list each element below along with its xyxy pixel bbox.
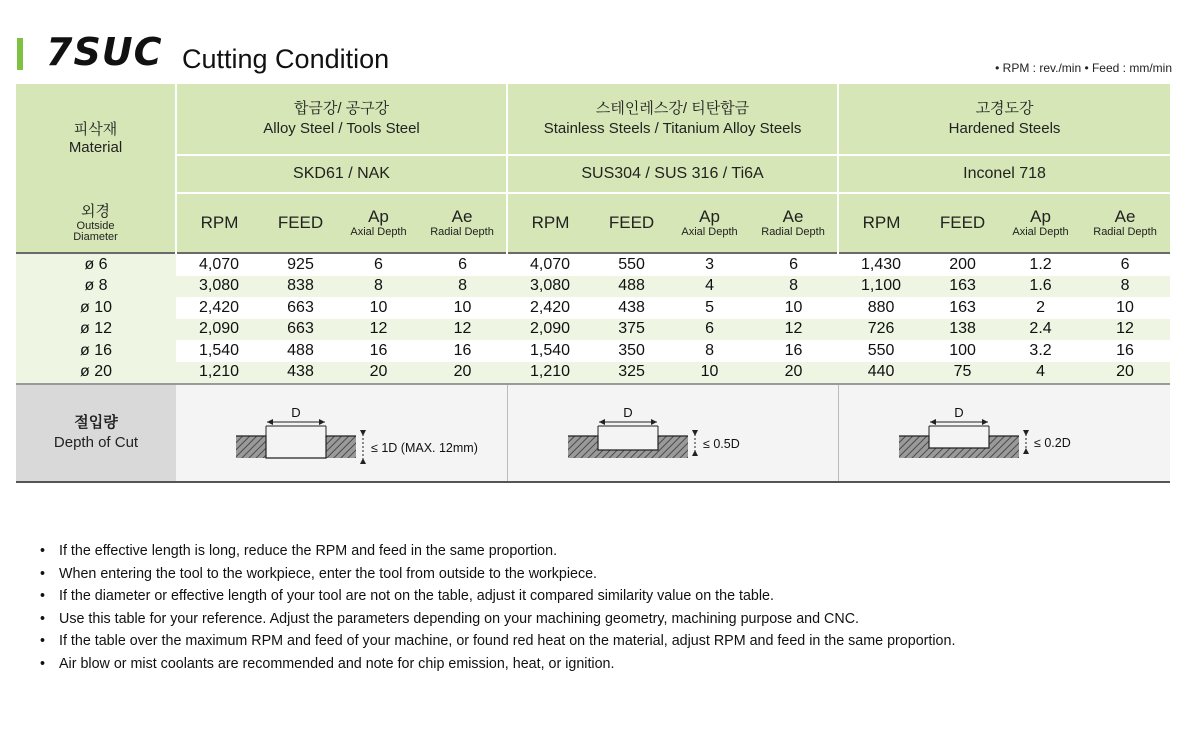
workpiece xyxy=(236,436,356,458)
rpm-cell: 4,070 xyxy=(507,253,593,276)
subheader-cell xyxy=(1001,193,1080,253)
bullet-icon: • xyxy=(40,543,46,559)
feed-cell: 488 xyxy=(262,340,339,362)
feed-cell: 550 xyxy=(593,253,670,276)
rpm-cell: 3,080 xyxy=(507,276,593,298)
table-row xyxy=(16,297,1170,319)
outside-diameter-cell: ø 20 xyxy=(16,362,176,385)
group-name-ko: 합금강/ 공구강 xyxy=(293,100,390,117)
tool-outline xyxy=(929,426,989,448)
ae-cell: 6 xyxy=(418,253,507,276)
depth-dimension xyxy=(360,430,366,464)
ap-cell: 6 xyxy=(670,319,749,341)
ap-desc: Axial Depth xyxy=(1012,225,1069,238)
ap-cell: 1.2 xyxy=(1001,253,1080,276)
rpm-cell: 2,090 xyxy=(176,319,262,341)
feed-header: FEED xyxy=(608,213,655,232)
outside-diameter-cell: ø 10 xyxy=(16,297,176,319)
group-name-ko: 고경도강 xyxy=(975,100,1034,117)
grade-alloy: SKD61 / NAK xyxy=(176,155,507,193)
rpm-cell: 550 xyxy=(838,340,924,362)
ae-cell: 12 xyxy=(1080,319,1170,341)
ap-cell: 5 xyxy=(670,297,749,319)
tool-outline xyxy=(266,426,326,458)
group-header-stainless xyxy=(507,84,838,155)
outside-diameter-cell: ø 12 xyxy=(16,319,176,341)
ae-cell: 16 xyxy=(749,340,838,362)
feed-cell: 488 xyxy=(593,276,670,298)
ap-cell: 2 xyxy=(1001,297,1080,319)
notes-list xyxy=(40,540,955,675)
feed-cell: 200 xyxy=(924,253,1001,276)
note-item xyxy=(40,563,955,586)
ae-header: Ae xyxy=(1114,206,1136,226)
subheader-cell xyxy=(593,193,670,253)
cutting-condition-table xyxy=(16,84,1170,483)
ap-cell: 3.2 xyxy=(1001,340,1080,362)
ae-cell: 20 xyxy=(418,362,507,385)
group-name-en: Alloy Steel / Tools Steel xyxy=(263,120,420,137)
diameter-label: D xyxy=(954,405,964,420)
group-name-en: Stainless Steels / Titanium Alloy Steels xyxy=(543,120,802,137)
table-row xyxy=(16,253,1170,276)
ae-cell: 6 xyxy=(1080,253,1170,276)
table-row xyxy=(16,340,1170,362)
depth-limit-label: ≤ 0.5D xyxy=(702,437,740,451)
grade-hardened: Inconel 718 xyxy=(838,155,1170,193)
note-text: If the table over the maximum RPM and feed of your machine, or found red heat on the material, adjust RPM and feed in the same proportion. xyxy=(59,633,956,649)
ap-cell: 4 xyxy=(670,276,749,298)
subheader-cell xyxy=(418,193,507,253)
rpm-cell: 726 xyxy=(838,319,924,341)
ae-cell: 12 xyxy=(749,319,838,341)
feed-cell: 438 xyxy=(593,297,670,319)
depth-diagram-cell xyxy=(838,384,1170,482)
ap-header: Ap xyxy=(699,206,720,226)
feed-cell: 663 xyxy=(262,319,339,341)
feed-cell: 375 xyxy=(593,319,670,341)
units-note: • RPM : rev./min • Feed : mm/min xyxy=(995,61,1172,75)
depth-diagram-cell xyxy=(507,384,838,482)
tool-outline xyxy=(598,426,658,450)
rpm-cell: 1,430 xyxy=(838,253,924,276)
ap-cell: 6 xyxy=(339,253,418,276)
ap-cell: 10 xyxy=(670,362,749,385)
ae-cell: 6 xyxy=(749,253,838,276)
ap-cell: 2.4 xyxy=(1001,319,1080,341)
bullet-icon: • xyxy=(40,610,46,627)
feed-header: FEED xyxy=(277,213,324,232)
feed-cell: 100 xyxy=(924,340,1001,362)
outside-diameter-cell: ø 6 xyxy=(16,253,176,276)
feed-cell: 163 xyxy=(924,276,1001,298)
rpm-cell: 440 xyxy=(838,362,924,385)
ae-cell: 16 xyxy=(418,340,507,362)
brand-logo: 7SUC xyxy=(46,30,163,74)
ap-header: Ap xyxy=(1030,206,1051,226)
note-item xyxy=(40,653,955,676)
ae-header: Ae xyxy=(451,206,473,226)
note-text: Use this table for your reference. Adjust the parameters depending on your machining geometry, machining purpose and CNC. xyxy=(59,610,860,627)
ae-cell: 16 xyxy=(1080,340,1170,362)
depth-of-cut-row xyxy=(16,384,1170,482)
material-header xyxy=(16,84,176,193)
ae-desc: Radial Depth xyxy=(761,225,825,238)
material-label-ko: 피삭재 xyxy=(73,120,118,138)
note-text: If the diameter or effective length of your tool are not on the table, adjust it compared similarity value on the table. xyxy=(59,588,774,604)
subheader-cell xyxy=(339,193,418,253)
bullet-icon: • xyxy=(40,588,46,604)
feed-cell: 838 xyxy=(262,276,339,298)
ae-header: Ae xyxy=(782,206,804,226)
group-header-alloy xyxy=(176,84,507,155)
ae-desc: Radial Depth xyxy=(430,225,494,238)
subheader-cell xyxy=(507,193,593,253)
depth-diagram xyxy=(854,388,1154,478)
ap-cell: 12 xyxy=(339,319,418,341)
ap-cell: 8 xyxy=(339,276,418,298)
ap-cell: 4 xyxy=(1001,362,1080,385)
note-text: When entering the tool to the workpiece, enter the tool from outside to the workpiece. xyxy=(59,565,598,582)
outside-diameter-cell: ø 8 xyxy=(16,276,176,298)
feed-cell: 325 xyxy=(593,362,670,385)
ap-cell: 3 xyxy=(670,253,749,276)
workpiece xyxy=(568,436,688,458)
material-label-en: Material xyxy=(68,138,123,156)
ap-desc: Axial Depth xyxy=(350,225,407,238)
depth-limit-label: ≤ 0.2D xyxy=(1034,436,1072,450)
depth-diagram xyxy=(191,388,491,478)
ae-cell: 20 xyxy=(1080,362,1170,385)
accent-bar xyxy=(17,38,23,70)
depth-limit-label: ≤ 1D (MAX. 12mm) xyxy=(371,441,479,455)
depth-label-ko: 절입량 xyxy=(74,414,118,431)
ap-header: Ap xyxy=(368,206,389,226)
depth-dimension xyxy=(1023,430,1029,454)
depth-diagram-cell xyxy=(176,384,507,482)
depth-label-en: Depth of Cut xyxy=(53,434,139,451)
feed-cell: 438 xyxy=(262,362,339,385)
note-text: Air blow or mist coolants are recommended and note for chip emission, heat, or ignition. xyxy=(59,655,615,672)
note-item xyxy=(40,540,955,563)
rpm-cell: 1,210 xyxy=(176,362,262,385)
outside-diameter-cell: ø 16 xyxy=(16,340,176,362)
bullet-icon: • xyxy=(40,633,46,649)
feed-cell: 925 xyxy=(262,253,339,276)
feed-cell: 163 xyxy=(924,297,1001,319)
grade-stainless: SUS304 / SUS 316 / Ti6A xyxy=(507,155,838,193)
feed-cell: 663 xyxy=(262,297,339,319)
feed-header: FEED xyxy=(939,213,986,232)
bullet-icon: • xyxy=(40,565,46,582)
subheader-cell xyxy=(1080,193,1170,253)
group-name-ko: 스테인레스강/ 티탄합금 xyxy=(595,100,750,117)
rpm-cell: 880 xyxy=(838,297,924,319)
subheader-cell xyxy=(838,193,924,253)
ap-cell: 20 xyxy=(339,362,418,385)
ap-cell: 10 xyxy=(339,297,418,319)
rpm-header: RPM xyxy=(862,213,901,232)
ap-cell: 8 xyxy=(670,340,749,362)
depth-of-cut-label xyxy=(16,384,176,482)
group-name-en: Hardened Steels xyxy=(948,120,1061,137)
rpm-cell: 4,070 xyxy=(176,253,262,276)
note-item xyxy=(40,585,955,608)
ae-cell: 10 xyxy=(418,297,507,319)
table-row xyxy=(16,276,1170,298)
workpiece xyxy=(899,436,1019,458)
rpm-cell: 2,420 xyxy=(507,297,593,319)
note-item xyxy=(40,608,955,631)
depth-diagram xyxy=(523,388,823,478)
ae-cell: 8 xyxy=(749,276,838,298)
rpm-cell: 2,420 xyxy=(176,297,262,319)
table-row xyxy=(16,319,1170,341)
group-header-hardened xyxy=(838,84,1170,155)
subheader-cell xyxy=(924,193,1001,253)
od-label-en-2: Diameter xyxy=(73,230,118,243)
rpm-cell: 1,540 xyxy=(176,340,262,362)
subheader-cell xyxy=(262,193,339,253)
feed-cell: 350 xyxy=(593,340,670,362)
ae-desc: Radial Depth xyxy=(1093,225,1157,238)
od-label-en-1: Outside xyxy=(76,219,115,232)
bullet-icon: • xyxy=(40,655,46,672)
outside-diameter-header xyxy=(16,193,176,253)
ap-cell: 16 xyxy=(339,340,418,362)
page-title: Cutting Condition xyxy=(182,44,390,74)
diameter-label: D xyxy=(291,405,301,420)
subheader-cell xyxy=(749,193,838,253)
rpm-cell: 2,090 xyxy=(507,319,593,341)
od-label-ko: 외경 xyxy=(81,202,110,220)
ap-desc: Axial Depth xyxy=(681,225,738,238)
feed-cell: 75 xyxy=(924,362,1001,385)
ae-cell: 8 xyxy=(1080,276,1170,298)
subheader-cell xyxy=(176,193,262,253)
ae-cell: 12 xyxy=(418,319,507,341)
rpm-header: RPM xyxy=(531,213,570,232)
note-item xyxy=(40,630,955,653)
feed-cell: 138 xyxy=(924,319,1001,341)
rpm-cell: 1,210 xyxy=(507,362,593,385)
ap-cell: 1.6 xyxy=(1001,276,1080,298)
rpm-cell: 3,080 xyxy=(176,276,262,298)
table-row xyxy=(16,362,1170,385)
subheader-cell xyxy=(670,193,749,253)
depth-dimension xyxy=(692,430,698,456)
ae-cell: 20 xyxy=(749,362,838,385)
ae-cell: 8 xyxy=(418,276,507,298)
ae-cell: 10 xyxy=(1080,297,1170,319)
rpm-header: RPM xyxy=(200,213,239,232)
diameter-label: D xyxy=(622,405,633,420)
ae-cell: 10 xyxy=(749,297,838,319)
rpm-cell: 1,540 xyxy=(507,340,593,362)
note-text: If the effective length is long, reduce the RPM and feed in the same proportion. xyxy=(59,543,558,559)
rpm-cell: 1,100 xyxy=(838,276,924,298)
